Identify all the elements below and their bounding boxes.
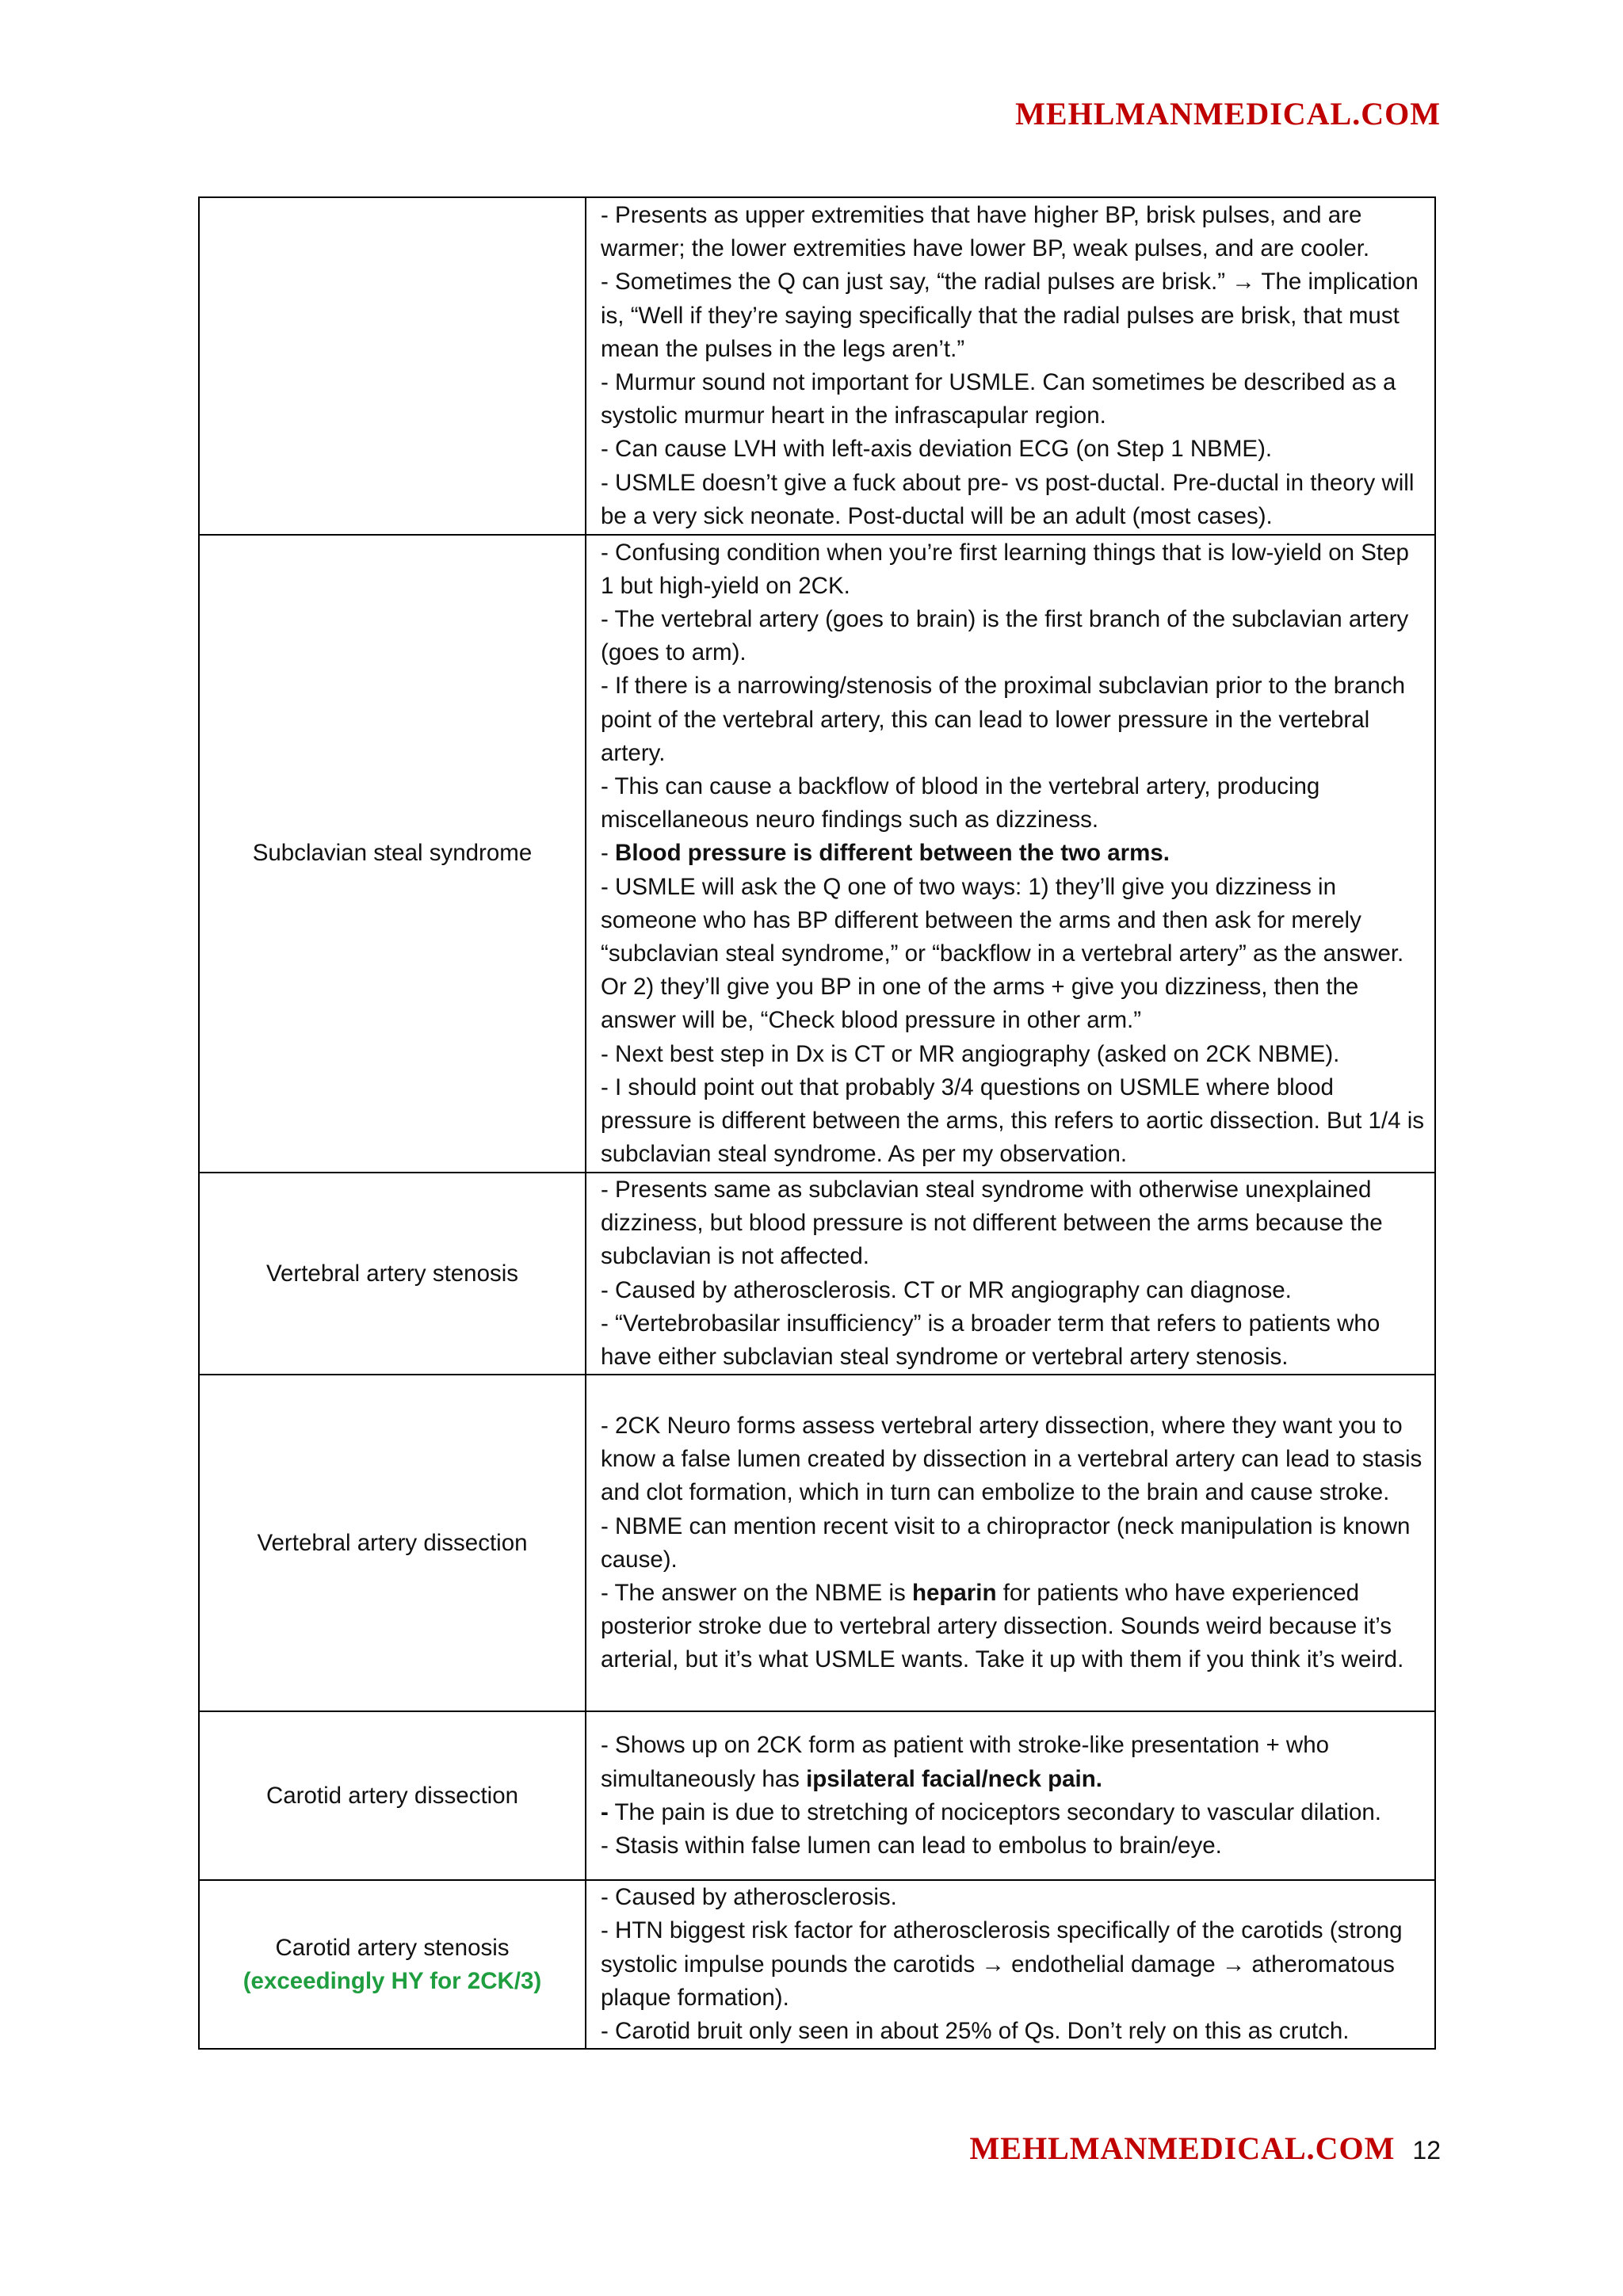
- note-line: [601, 1729, 1425, 1795]
- row-topic: Vertebral artery dissection: [199, 1375, 586, 1711]
- row-body: [586, 1880, 1435, 2049]
- note-line: - This can cause a backflow of blood in the vertebral artery, producing miscellaneous neuro findings such as dizziness.: [601, 772, 1320, 833]
- row-body: [586, 1711, 1435, 1880]
- note-line: - Next best step in Dx is CT or MR angiography (asked on 2CK NBME).: [601, 1040, 1340, 1067]
- notes-table: [198, 196, 1436, 2050]
- note-line: - Caused by atherosclerosis. CT or MR angiography can diagnose.: [601, 1276, 1292, 1303]
- note-text: - Shows up on 2CK form as patient with stroke-like presentation + who simultaneously has: [601, 1732, 1330, 1792]
- row-topic: Carotid artery dissection: [199, 1711, 586, 1880]
- note-text: - The answer on the NBME is: [601, 1579, 912, 1606]
- note-text: for patients who have experienced posterior stroke due to vertebral artery dissection. Sounds weird because it’s arterial, but it’s what USMLE wants. Take it up with them if you think it’s weird.: [601, 1579, 1404, 1673]
- row-body: [586, 197, 1435, 535]
- high-yield-note: (exceedingly HY for 2CK/3): [242, 1967, 542, 1994]
- topic-title: Carotid artery stenosis: [275, 1934, 510, 1961]
- note-line: - Can cause LVH with left-axis deviation ECG (on Step 1 NBME).: [601, 436, 1273, 463]
- note-line: - Caused by atherosclerosis.: [601, 1884, 897, 1911]
- bold-dash: -: [601, 1798, 609, 1825]
- note-line: - NBME can mention recent visit to a chiropractor (neck manipulation is known cause).: [601, 1512, 1411, 1573]
- table-row: [199, 197, 1435, 535]
- note-line: - USMLE doesn’t give a fuck about pre- vs post-ductal. Pre-ductal in theory will be a very sick neonate. Post-ductal will be an adult (most cases).: [601, 469, 1415, 529]
- row-body: [586, 535, 1435, 1173]
- header-brand: MEHLMANMEDICAL.COM: [1015, 96, 1441, 132]
- table-row: [199, 1173, 1435, 1375]
- note-line: - Presents as upper extremities that have higher BP, brisk pulses, and are warmer; the lower extremities have lower BP, weak pulses, and are cooler.: [601, 201, 1370, 262]
- table-row: [199, 1880, 1435, 2049]
- note-line: - If there is a narrowing/stenosis of the proximal subclavian prior to the branch point of the vertebral artery, this can lead to lower pressure in the vertebral artery.: [601, 673, 1405, 766]
- note-text: The pain is due to stretching of nociceptors secondary to vascular dilation.: [608, 1798, 1381, 1825]
- row-body: [586, 1173, 1435, 1375]
- bold-note: ipsilateral facial/neck pain.: [806, 1765, 1102, 1792]
- note-line: - Murmur sound not important for USMLE. Can sometimes be described as a systolic murmur heart in the infrascapular region.: [601, 369, 1396, 429]
- row-topic: [199, 1880, 586, 2049]
- note-line: - Carotid bruit only seen in about 25% of Qs. Don’t rely on this as crutch.: [601, 2018, 1350, 2045]
- note-line: [601, 837, 1425, 870]
- page-number: 12: [1412, 2136, 1441, 2164]
- row-topic: [199, 197, 586, 535]
- footer-brand: MEHLMANMEDICAL.COM: [969, 2130, 1396, 2166]
- table-row: [199, 1375, 1435, 1711]
- bold-note: Blood pressure is different between the two arms.: [615, 840, 1170, 867]
- note-line: - “Vertebrobasilar insufficiency” is a broader term that refers to patients who have either subclavian steal syndrome or vertebral artery stenosis.: [601, 1310, 1381, 1371]
- note-line: - Sometimes the Q can just say, “the radial pulses are brisk.” → The implication is, “Well if they’re saying specifically that the radial pulses are brisk, that must mean the pulses in the legs aren’t.”: [601, 269, 1419, 362]
- note-line: - I should point out that probably 3/4 questions on USMLE where blood pressure is different between the arms, this refers to aortic dissection. But 1/4 is subclavian steal syndrome. As per my observation.: [601, 1074, 1424, 1168]
- bold-prefix: -: [601, 840, 616, 867]
- note-line: - The vertebral artery (goes to brain) is the first branch of the subclavian artery (goes to arm).: [601, 605, 1409, 666]
- note-line: - Confusing condition when you’re first learning things that is low-yield on Step 1 but high-yield on 2CK.: [601, 539, 1409, 599]
- page-footer: [970, 2130, 1441, 2167]
- note-line: - USMLE will ask the Q one of two ways: 1) they’ll give you dizziness in someone who has BP different between the arms and then ask for merely “subclavian steal syndrome,” or “backflow in a vertebral artery” as the answer. Or 2) they’ll give you BP in one of the arms + give you dizziness, then the answer will be, “Check blood pressure in other arm.”: [601, 873, 1404, 1034]
- note-line: - 2CK Neuro forms assess vertebral artery dissection, where they want you to know a false lumen created by dissection in a vertebral artery can lead to stasis and clot formation, which in turn can embolize to the brain and cause stroke.: [601, 1412, 1423, 1506]
- note-line: - Stasis within false lumen can lead to embolus to brain/eye.: [601, 1832, 1222, 1859]
- row-topic: Subclavian steal syndrome: [199, 535, 586, 1173]
- note-line: [601, 1796, 1425, 1829]
- note-line: [601, 1577, 1425, 1677]
- note-line: - HTN biggest risk factor for atherosclerosis specifically of the carotids (strong systolic impulse pounds the carotids → endothelial damage → atheromatous plaque formation).: [601, 1917, 1403, 2011]
- row-body: [586, 1375, 1435, 1711]
- note-line: - Presents same as subclavian steal syndrome with otherwise unexplained dizziness, but blood pressure is not different between the arms because the subclavian is not affected.: [601, 1177, 1383, 1270]
- bold-note: heparin: [911, 1579, 997, 1606]
- row-topic: Vertebral artery stenosis: [199, 1173, 586, 1375]
- table-row: [199, 535, 1435, 1173]
- table-row: [199, 1711, 1435, 1880]
